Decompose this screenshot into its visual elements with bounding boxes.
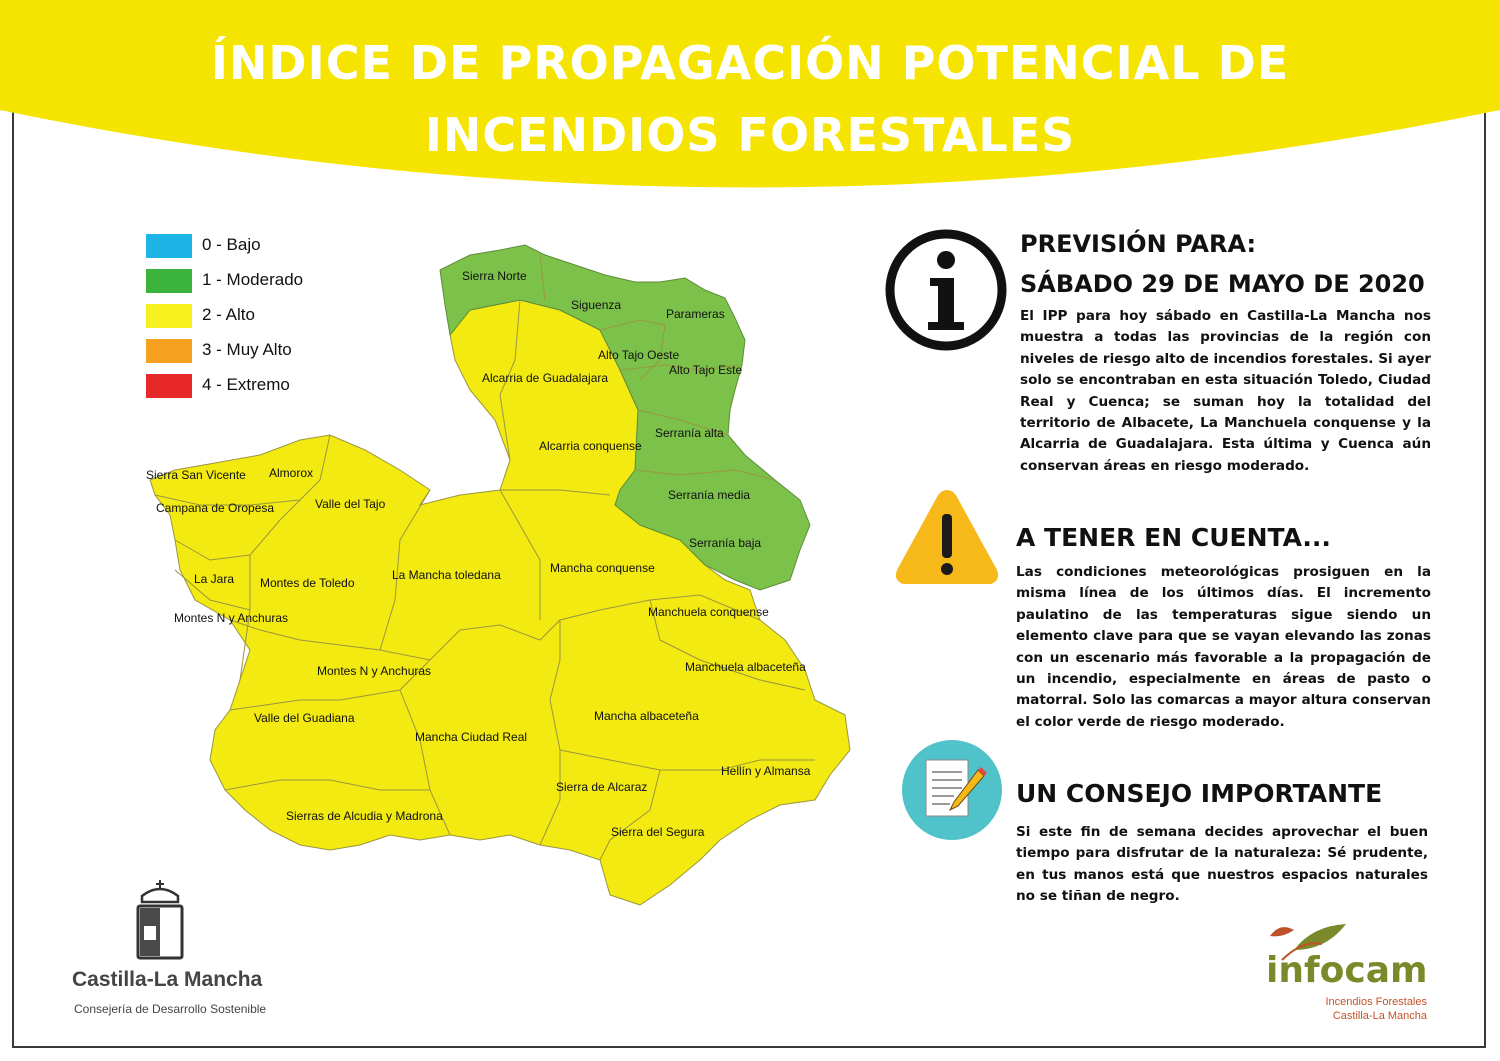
map-label: Manchuela albaceteña — [685, 660, 806, 674]
map-label: Parameras — [666, 307, 725, 321]
clm-coat-of-arms-icon — [132, 880, 188, 964]
page-title-line2: INCENDIOS FORESTALES — [424, 108, 1076, 162]
map-label: Serranía baja — [689, 536, 762, 550]
map-label: Alto Tajo Oeste — [598, 348, 680, 362]
map-label: Manchuela conquense — [648, 605, 769, 619]
prevision-text: El IPP para hoy sábado en Castilla-La Mancha nos muestra a todas las provincias de la región con niveles de riesgo alto de incendios forestales. Si ayer solo se encontraban en esta situación Toledo, Ciudad Real y Cuenca; se suman hoy la totalidad del territorio de Albacete, La Manchuela conquense y la Alcarria de Guadalajara. Esta última y Cuenca aún conservan áreas en riesgo moderado. — [1020, 308, 1431, 474]
legend-label: 0 - Bajo — [202, 235, 261, 254]
legend-label: 1 - Moderado — [202, 270, 304, 289]
map-label: Mancha conquense — [550, 561, 655, 575]
legend-label: 4 - Extremo — [202, 375, 290, 394]
tener-en-cuenta-text: Las condiciones meteorológicas prosiguen en la misma línea de los últimos días. El incremento paulatino de las temperaturas sigue siendo un elemento clave para que se vayan elevando las zonas con un escenario más favorable a la propagación de un incendio, especialmente en áreas de pasto o matorral. Solo las comarcas a mayor altura conservan el color verde de riesgo moderado. — [1016, 564, 1431, 730]
region-map — [0, 0, 860, 920]
map-label: Sierra de Alcaraz — [556, 780, 648, 794]
legend-label: 2 - Alto — [202, 305, 255, 324]
tener-en-cuenta-title: A TENER EN CUENTA... — [1016, 523, 1331, 552]
map-label: Alcarria de Guadalajara — [482, 371, 609, 385]
prevision-date: SÁBADO 29 DE MAYO DE 2020 — [1020, 270, 1425, 298]
map-label: Almorox — [269, 466, 314, 480]
map-label: Serranía media — [668, 488, 751, 502]
map-label: La Jara — [194, 572, 235, 586]
map-label: Siguenza — [571, 298, 622, 312]
map-territory-alto — [150, 300, 850, 905]
map-label: Mancha Ciudad Real — [415, 730, 528, 744]
map-label: Sierra del Segura — [611, 825, 705, 839]
map-label: Serranía alta — [655, 426, 724, 440]
clm-logo-subtitle: Consejería de Desarrollo Sostenible — [74, 1002, 267, 1016]
page-title-line1: ÍNDICE DE PROPAGACIÓN POTENCIAL DE — [210, 36, 1290, 90]
prevision-title: PREVISIÓN PARA: — [1020, 230, 1257, 258]
infocam-logo-subtitle-1: Incendios Forestales — [1325, 996, 1427, 1008]
map-label: Alto Tajo Este — [669, 363, 743, 377]
map-label: Campana de Oropesa — [156, 501, 275, 515]
infocam-logo-name: infocam — [1266, 950, 1428, 991]
map-label: Valle del Tajo — [315, 497, 386, 511]
consejo-text: Si este fin de semana decides aprovechar el buen tiempo para disfrutar de la naturaleza: Sé prudente, en tus manos está que nuestros espacios naturales no se tiñan de negro. — [1016, 824, 1428, 905]
map-label: Montes de Toledo — [260, 576, 355, 590]
map-label: Mancha albaceteña — [594, 709, 699, 723]
map-label: Hellín y Almansa — [721, 764, 811, 778]
map-label: Sierra Norte — [462, 269, 527, 283]
map-label: Montes N y Anchuras — [317, 664, 432, 678]
map-label: Alcarria conquense — [539, 439, 642, 453]
map-label: Sierras de Alcudia y Madrona — [286, 809, 443, 823]
info-icon — [884, 226, 1008, 354]
map-label: Sierra San Vicente — [146, 468, 246, 482]
infocam-logo-subtitle-2: Castilla-La Mancha — [1332, 1010, 1427, 1022]
consejo-title: UN CONSEJO IMPORTANTE — [1016, 779, 1383, 808]
legend-label: 3 - Muy Alto — [202, 340, 292, 359]
map-label: Valle del Guadiana — [254, 711, 355, 725]
clm-logo-name: Castilla-La Mancha — [72, 968, 263, 991]
document-pencil-icon — [902, 740, 1002, 840]
map-label: Montes N y Anchuras — [174, 611, 289, 625]
warning-icon — [893, 484, 1001, 594]
map-label: La Mancha toledana — [392, 568, 501, 582]
